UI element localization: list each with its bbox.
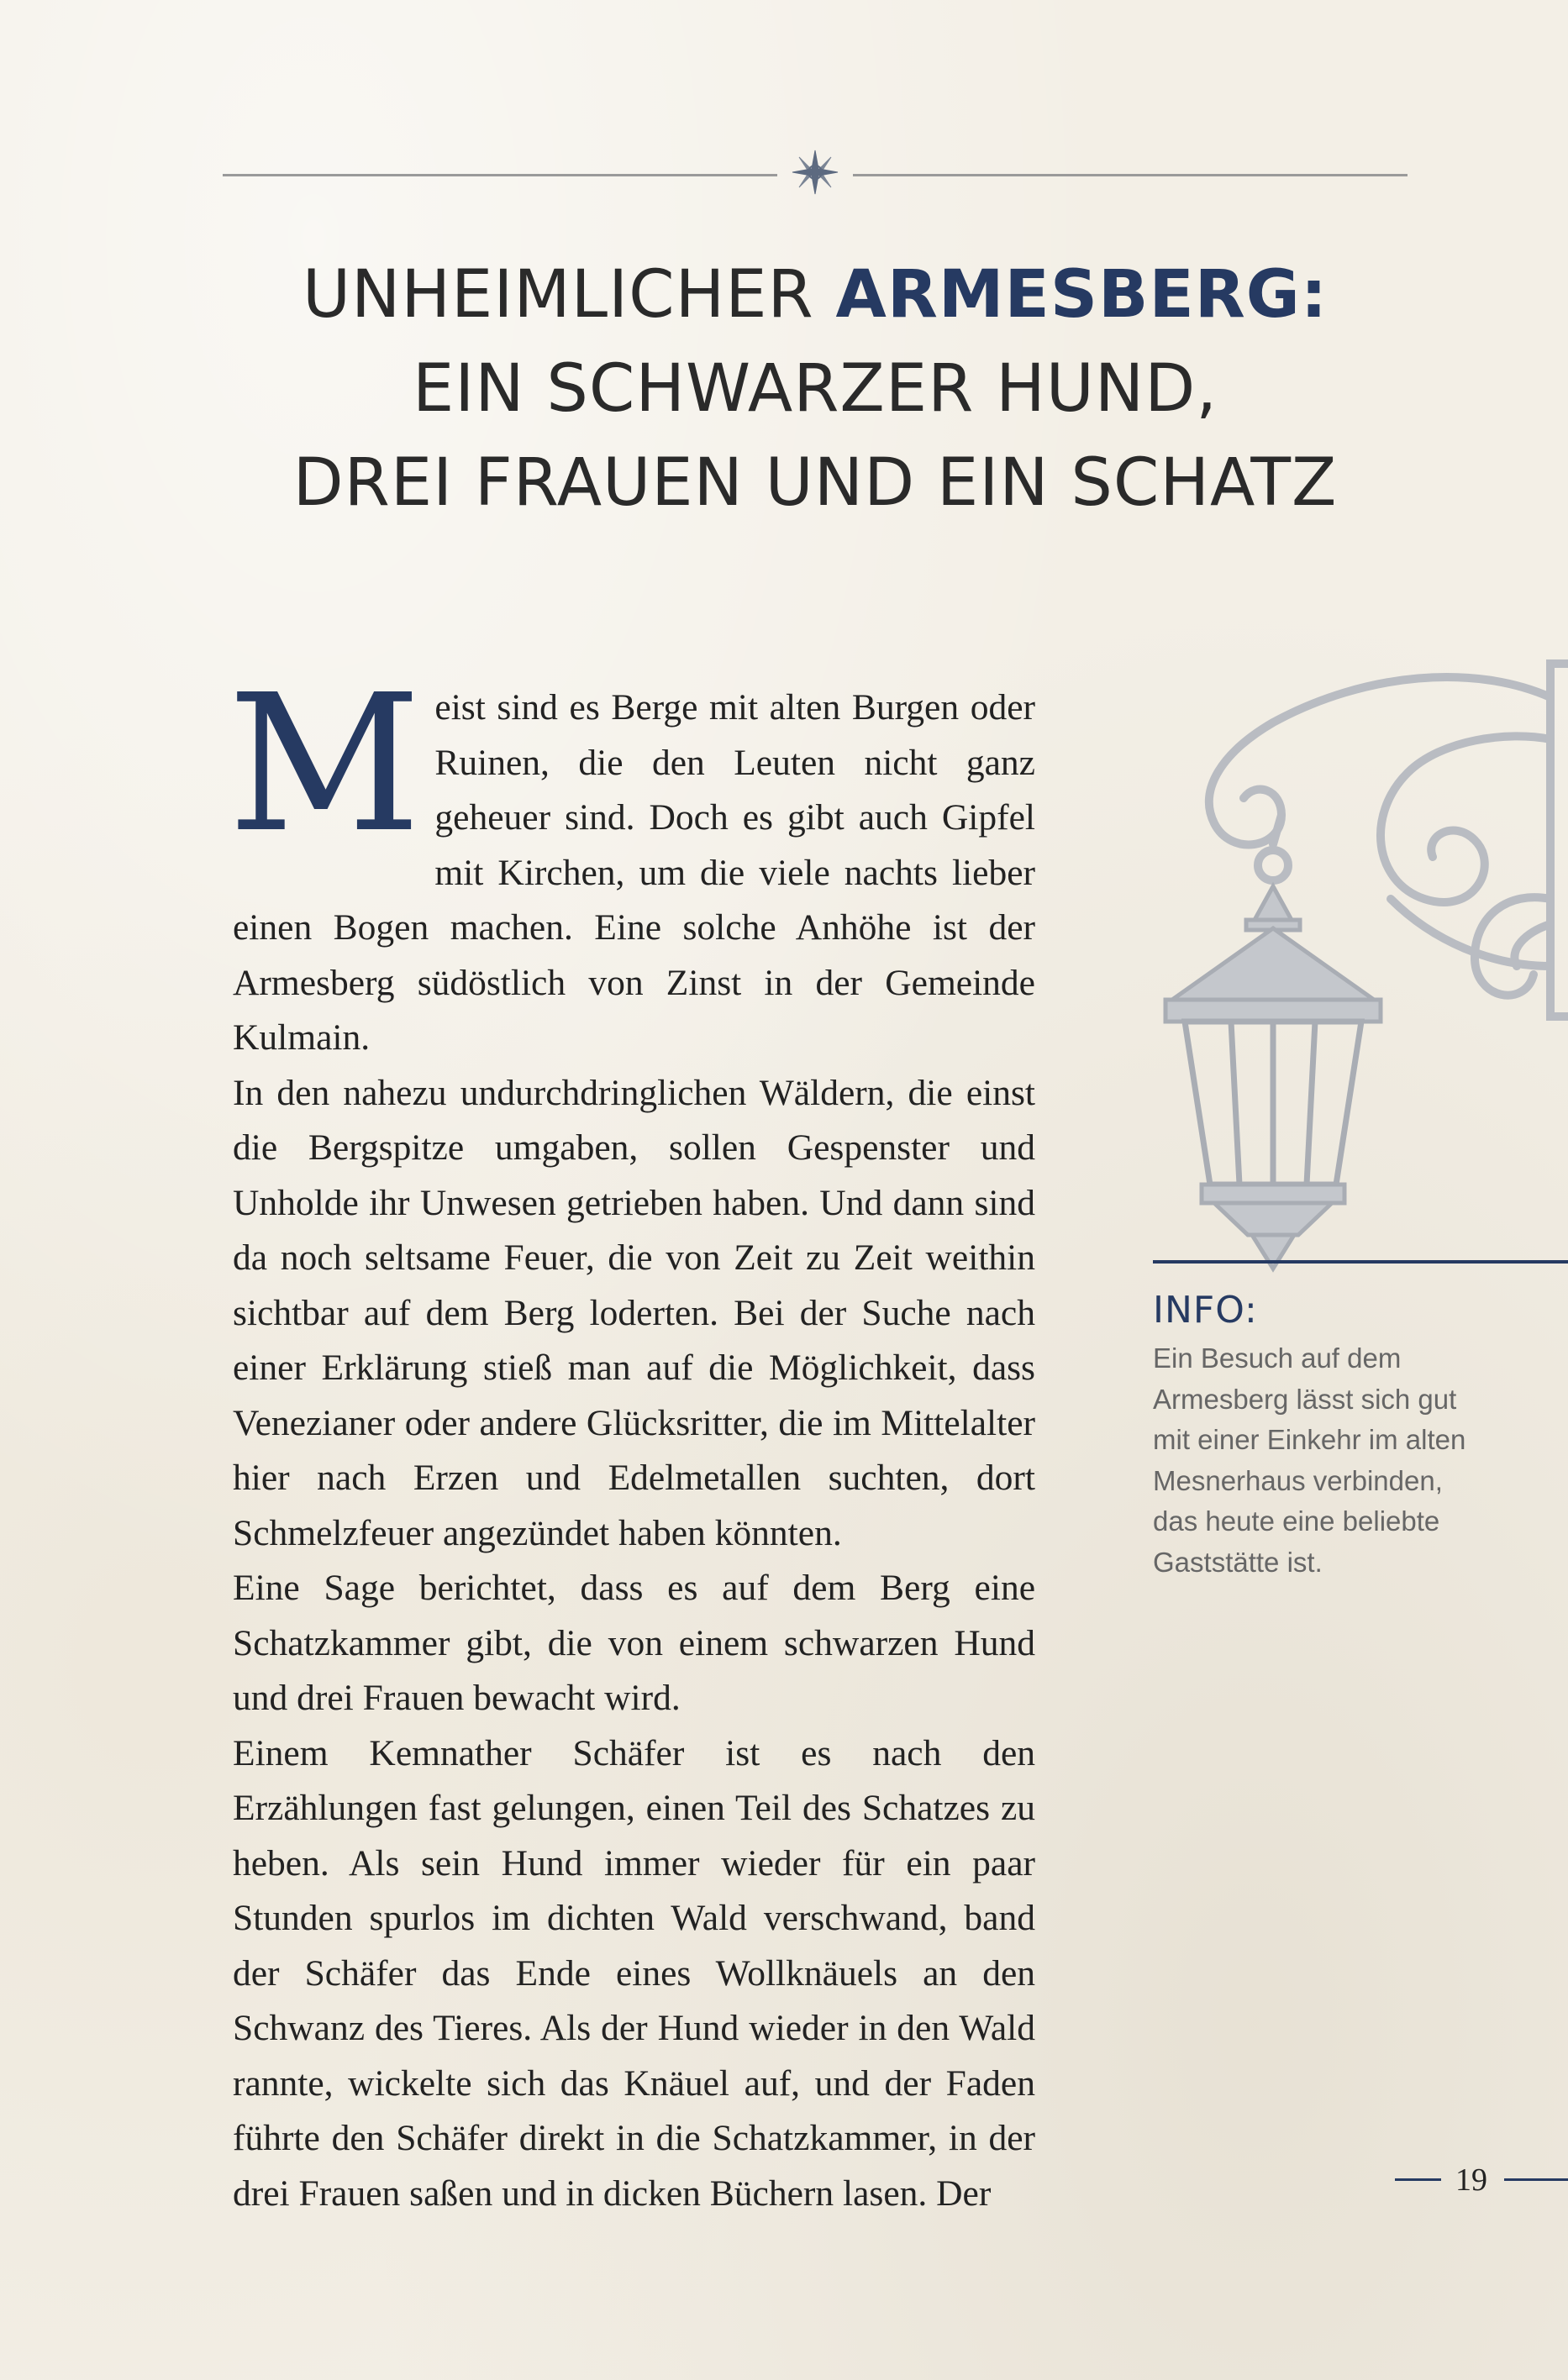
drop-cap: M	[228, 654, 422, 875]
info-heading: INFO:	[1153, 1289, 1258, 1332]
compass-rose-icon	[786, 147, 845, 197]
page-number-line-right	[1504, 2178, 1568, 2181]
paragraph-3: Eine Sage berichtet, dass es auf dem Berg eine Schatzkammer gibt, die von einem schwarzen Hund und drei Frauen bewacht wird.	[233, 1568, 1035, 1718]
title-ornament-rule	[223, 147, 1408, 197]
info-divider	[1153, 1260, 1568, 1264]
info-text: Ein Besuch auf dem Armesberg lässt sich gut mit einer Einkehr im alten Mesnerhaus verbinden, das heute eine beliebte Gaststätte ist.	[1153, 1342, 1466, 1578]
title-line-1	[223, 248, 1408, 342]
page-number-line-left	[1395, 2178, 1441, 2181]
page-number: 19	[1455, 2162, 1487, 2198]
paragraph-4: Einem Kemnather Schäfer ist es nach den Erzählungen fast gelungen, einen Teil des Schatzes zu heben. Als sein Hund immer wieder für ein paar Stunden spurlos im dichten Wald verschwand, band der Schäfer das Ende eines Wollknäuels an den Schwanz des Tieres. Als der Hund wieder in den Wald rannte, wickelte sich das Knäuel auf, und der Faden führte den Schäfer direkt in die Schatzkammer, in der drei Frauen saßen und in dicken Büchern lasen. Der	[233, 1732, 1035, 2214]
title-accent-word: ARMESBERG:	[835, 257, 1329, 333]
title-line-1-prefix: UNHEIMLICHER	[302, 257, 836, 333]
lantern-illustration	[1155, 647, 1568, 1327]
paragraph-2: In den nahezu undurchdringlichen Wäldern, die einst die Bergspitze umgaben, sollen Gespenster und Unholde ihr Unwesen getrieben haben. Und dann sind da noch seltsame Feuer, die von Zeit zu Zeit weithin sichtbar auf dem Berg loderten. Bei der Suche nach einer Erklärung stieß man auf die Möglichkeit, dass Venezianer oder andere Glücksritter, die im Mittelalter hier nach Erzen und Edelmetallen suchten, dort Schmelzfeuer angezündet haben könnten.	[233, 1072, 1035, 1553]
page-number-block	[1395, 2155, 1568, 2205]
title-line-2: EIN SCHWARZER HUND,	[412, 351, 1218, 427]
article-body	[228, 654, 1035, 2221]
ornament-line-left	[223, 174, 777, 176]
page-title	[223, 248, 1408, 530]
paragraph-1	[228, 654, 1035, 1066]
ornament-line-right	[853, 174, 1408, 176]
paragraph-1-text: eist sind es Berge mit alten Burgen oder Ruinen, die den Leuten nicht ganz geheuer sind. Doch es gibt auch Gipfel mit Kirchen, um die viele nachts lieber einen Bogen machen. Eine solche Anhöhe ist der Armesberg südöstlich von Zinst in der Gemeinde Kulmain.	[233, 687, 1035, 1058]
title-line-3: DREI FRAUEN UND EIN SCHATZ	[292, 445, 1338, 521]
